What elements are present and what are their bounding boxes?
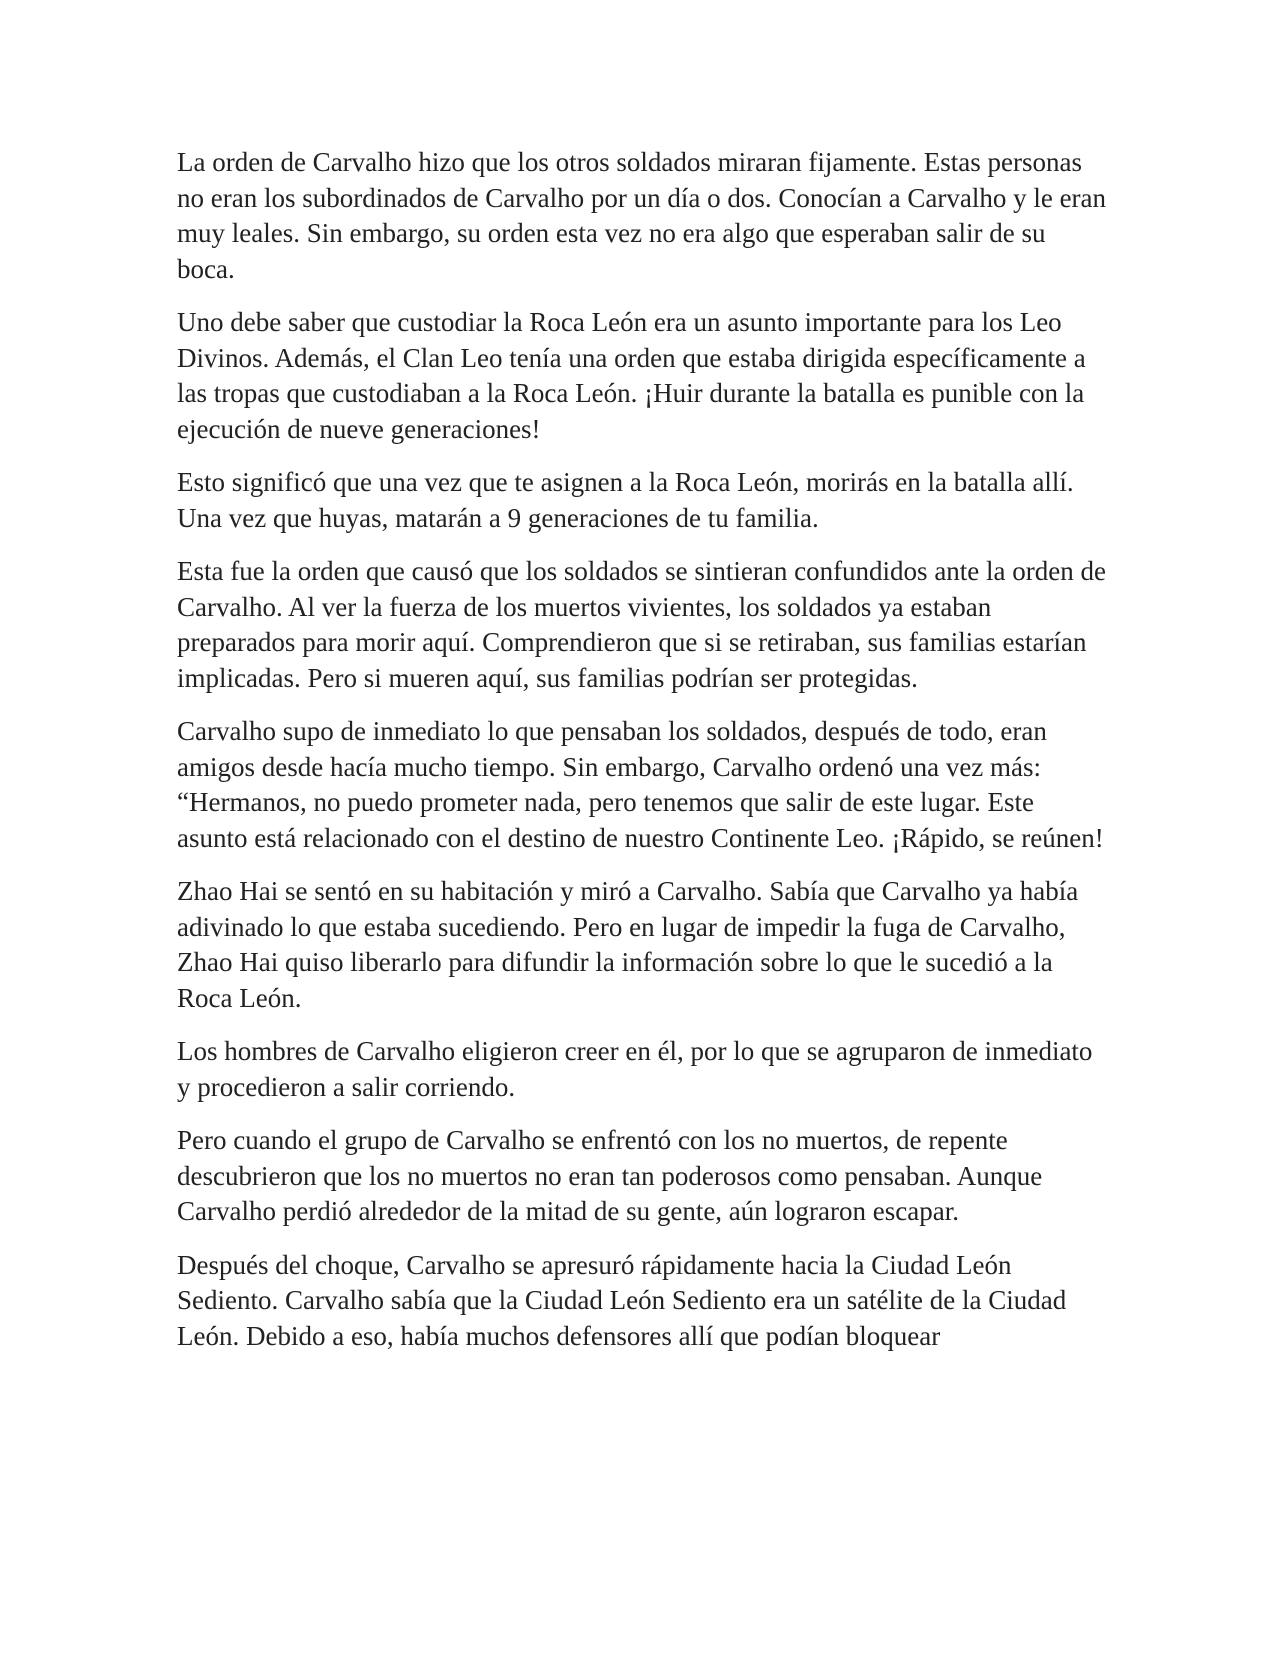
paragraph-7: Los hombres de Carvalho eligieron creer en él, por lo que se agruparon de inmediato y procedieron a salir corriendo. bbox=[177, 1036, 1093, 1102]
paragraph-4: Esta fue la orden que causó que los soldados se sintieran confundidos ante la orden de Carvalho. Al ver la fuerza de los muertos vivientes, los soldados ya estaban preparados para morir aquí. Comprendieron que si se retiraban, sus familias estarían implicadas. Pero si mueren aquí, sus familias podrían ser protegidas. bbox=[177, 556, 1106, 693]
paragraph-6: Zhao Hai se sentó en su habitación y miró a Carvalho. Sabía que Carvalho ya había adivinado lo que estaba sucediendo. Pero en lugar de impedir la fuga de Carvalho, Zhao Hai quiso liberarlo para difundir la información sobre lo que le sucedió a la Roca León. bbox=[177, 876, 1079, 1013]
paragraph-9: Después del choque, Carvalho se apresuró rápidamente hacia la Ciudad León Sediento. Carvalho sabía que la Ciudad León Sediento era un satélite de la Ciudad León. Debido a eso, había muchos defensores allí que podían bloquear bbox=[177, 1249, 1067, 1351]
paragraph-3: Esto significó que una vez que te asignen a la Roca León, morirás en la batalla allí. Una vez que huyas, matarán a 9 generaciones de tu familia. bbox=[177, 467, 1074, 533]
paragraph-2: Uno debe saber que custodiar la Roca León era un asunto importante para los Leo Divinos. Además, el Clan Leo tenía una orden que estaba dirigida específicamente a las tropas que custodiaban a la Roca León. ¡Huir durante la batalla es punible con la ejecución de nueve generaciones! bbox=[177, 307, 1086, 444]
paragraph-5: Carvalho supo de inmediato lo que pensaban los soldados, después de todo, eran amigos desde hacía mucho tiempo. Sin embargo, Carvalho ordenó una vez más: “Hermanos, no puedo prometer nada, pero tenemos que salir de este lugar. Este asunto está relacionado con el destino de nuestro Continente Leo. ¡Rápido, se reúnen! bbox=[177, 716, 1104, 853]
paragraph-1: La orden de Carvalho hizo que los otros soldados miraran fijamente. Estas personas no eran los subordinados de Carvalho por un día o dos. Conocían a Carvalho y le eran muy leales. Sin embargo, su orden esta vez no era algo que esperaban salir de su boca. bbox=[177, 147, 1107, 284]
document-body bbox=[177, 145, 1107, 1372]
paragraph-8: Pero cuando el grupo de Carvalho se enfrentó con los no muertos, de repente descubrieron que los no muertos no eran tan poderosos como pensaban. Aunque Carvalho perdió alrededor de la mitad de su gente, aún lograron escapar. bbox=[177, 1125, 1043, 1226]
